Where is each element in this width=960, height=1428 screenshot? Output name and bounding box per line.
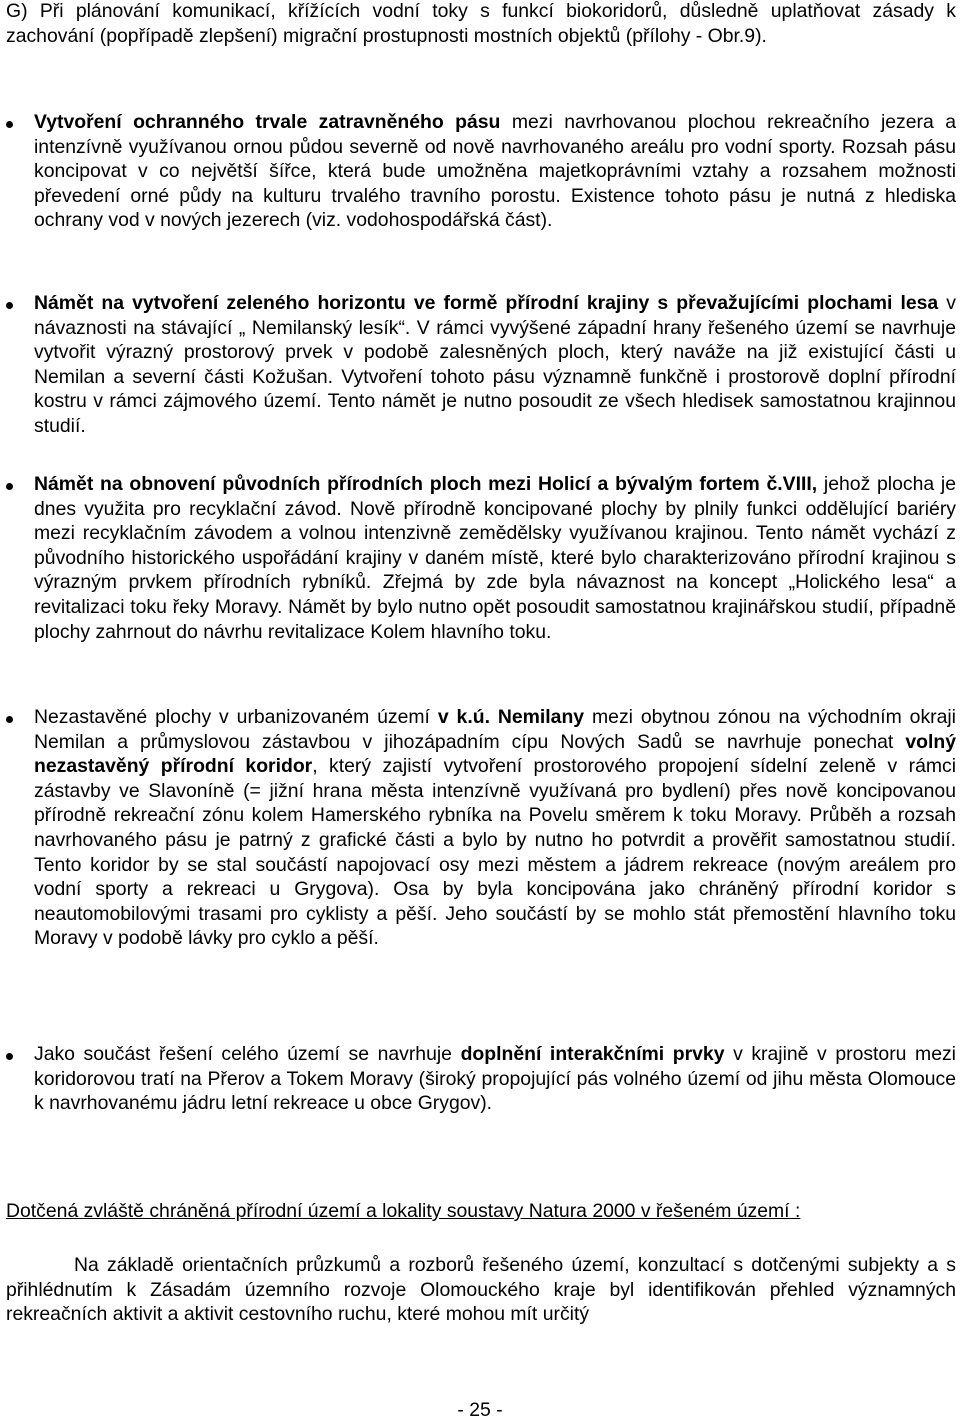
bullet-5-paragraph (34, 1042, 956, 1116)
bullet-dot (6, 716, 13, 723)
bullet-4-bold-2: volný nezastavěný přírodní koridor (34, 730, 956, 778)
intro-paragraph: G) Při plánování komunikací, křížících vodní toky s funkcí biokoridorů, důsledně uplatňovat zásady k zachování (popřípadě zlepšení) migrační prostupnosti mostních objektů (přílohy - Obr.9). (6, 0, 956, 47)
bullet-2-bold: Námět na vytvoření zeleného horizontu ve formě přírodní krajiny s převažujícími plochami lesa (34, 292, 939, 314)
bullet-2-text: v návaznosti na stávající „ Nemilanský lesík“. V rámci vyvýšené západní hrany řešeného území se navrhuje vytvořit výrazný prostorový prvek v podobě zalesněných ploch, který naváže na již existující části u Nemilan a severní části Kožušan. Vytvoření tohoto pásu významně funkčně i prostorově doplní přírodní kostru v rámci zájmového území. Tento námět je nutno posoudit ze všech hledisek samostatnou krajinnou studií. (34, 292, 956, 437)
bullet-dot (6, 302, 13, 309)
bullet-5-text: v krajině v prostoru mezi koridorovou tratí na Přerov a Tokem Moravy (široký propojující pás volného území od jihu města Olomouce k navrhovanému jádru letní rekreace u obce Grygov). (34, 1043, 956, 1115)
bullet-dot (6, 1053, 13, 1060)
section-heading: Dotčená zvláště chráněná přírodní území a lokality soustavy Natura 2000 v řešeném území : (6, 1200, 801, 1222)
bullet-4-paragraph (34, 705, 956, 951)
bullet-1-text: mezi navrhovanou plochou rekreačního jezera a intenzívně využívanou ornou půdou severně od nově navrhovaného areálu pro vodní sporty. Rozsah pásu koncipovat v co největší šířce, která bude umožněna majetkoprávními vztahy a rozsahem možnosti převedení orné půdy na kulturu trvalého travního porostu. Existence tohoto pásu je nutná z hlediska ochrany vod v nových jezerech (viz. vodohospodářská část). (34, 111, 956, 232)
bullet-3-paragraph (34, 472, 956, 644)
bullet-1-bold: Vytvoření ochranného trvale zatravněného pásu (34, 111, 501, 133)
bullet-5-bold: doplnění interakčními prvky (460, 1043, 725, 1065)
page-number: - 25 - (457, 1399, 503, 1421)
bullet-4-bold: v k.ú. Nemilany (437, 706, 585, 728)
bullet-3-bold: Námět na obnovení původních přírodních ploch mezi Holicí a bývalým fortem č.VIII, (34, 473, 818, 495)
bullet-4-pre: Nezastavěné plochy v urbanizovaném území (34, 706, 438, 728)
bullet-1-paragraph (34, 110, 956, 233)
bullet-2-paragraph (34, 291, 956, 439)
bullet-dot (6, 121, 13, 128)
closing-paragraph: Na základě orientačních průzkumů a rozborů řešeného území, konzultací s dotčenými subjekty a s přihlédnutím k Zásadám územního rozvoje Olomouckého kraje byl identifikován přehled významných rekreačních aktivit a aktivit cestovního ruchu, které mohou mít určitý (6, 1254, 956, 1326)
bullet-4-text: mezi obytnou zónou na východním okraji Nemilan a průmyslovou zástavbou v jihozápadním cípu Nových Sadů se navrhuje ponechat (34, 706, 956, 753)
bullet-3-text: jehož plocha je dnes využita pro recyklační závod. Nově přírodně koncipované plochy by plnily funkci oddělující bariéry mezi recyklačním závodem a volnou intenzivně zemědělsky využívanou krajinou. Tento námět vychází z původního historického uspořádání krajiny v daném místě, které bylo charakterizováno přírodní krajinou s výrazným prvkem přírodních rybníků. Zřejmá by zde byla návaznost na koncept „Holického lesa“ a revitalizaci toku řeky Moravy. Námět by bylo nutno opět posoudit samostatnou krajinářskou studií, případně plochy zahrnout do návrhu revitalizace Kolem hlavního toku. (34, 473, 956, 643)
bullet-dot (6, 483, 13, 490)
bullet-4-text-2: , který zajistí vytvoření prostorového propojení sídelní zeleně v rámci zástavby ve Slavoníně (= jižní hrana města intenzívně využívaná pro bydlení) přes nově koncipovanou přírodně rekreační zónu kolem Hamerského rybníka na Povelu směrem k toku Moravy. Průběh a rozsah navrhovaného pásu je patrný z grafické části a bylo by nutno ho potvrdit a prověřit samostatnou studií. Tento koridor by se stal součástí napojovací osy mezi městem a jádrem rekreace (novým areálem pro vodní sporty a rekreaci u Grygova). Osa by byla koncipována jako chráněný přírodní koridor s neautomobilovými trasami pro cyklisty a pěší. Jeho součástí by se mohlo stát přemostění hlavního toku Moravy v podobě lávky pro cyklo a pěší. (34, 755, 957, 950)
bullet-5-pre: Jako součást řešení celého území se navrhuje (34, 1043, 461, 1065)
